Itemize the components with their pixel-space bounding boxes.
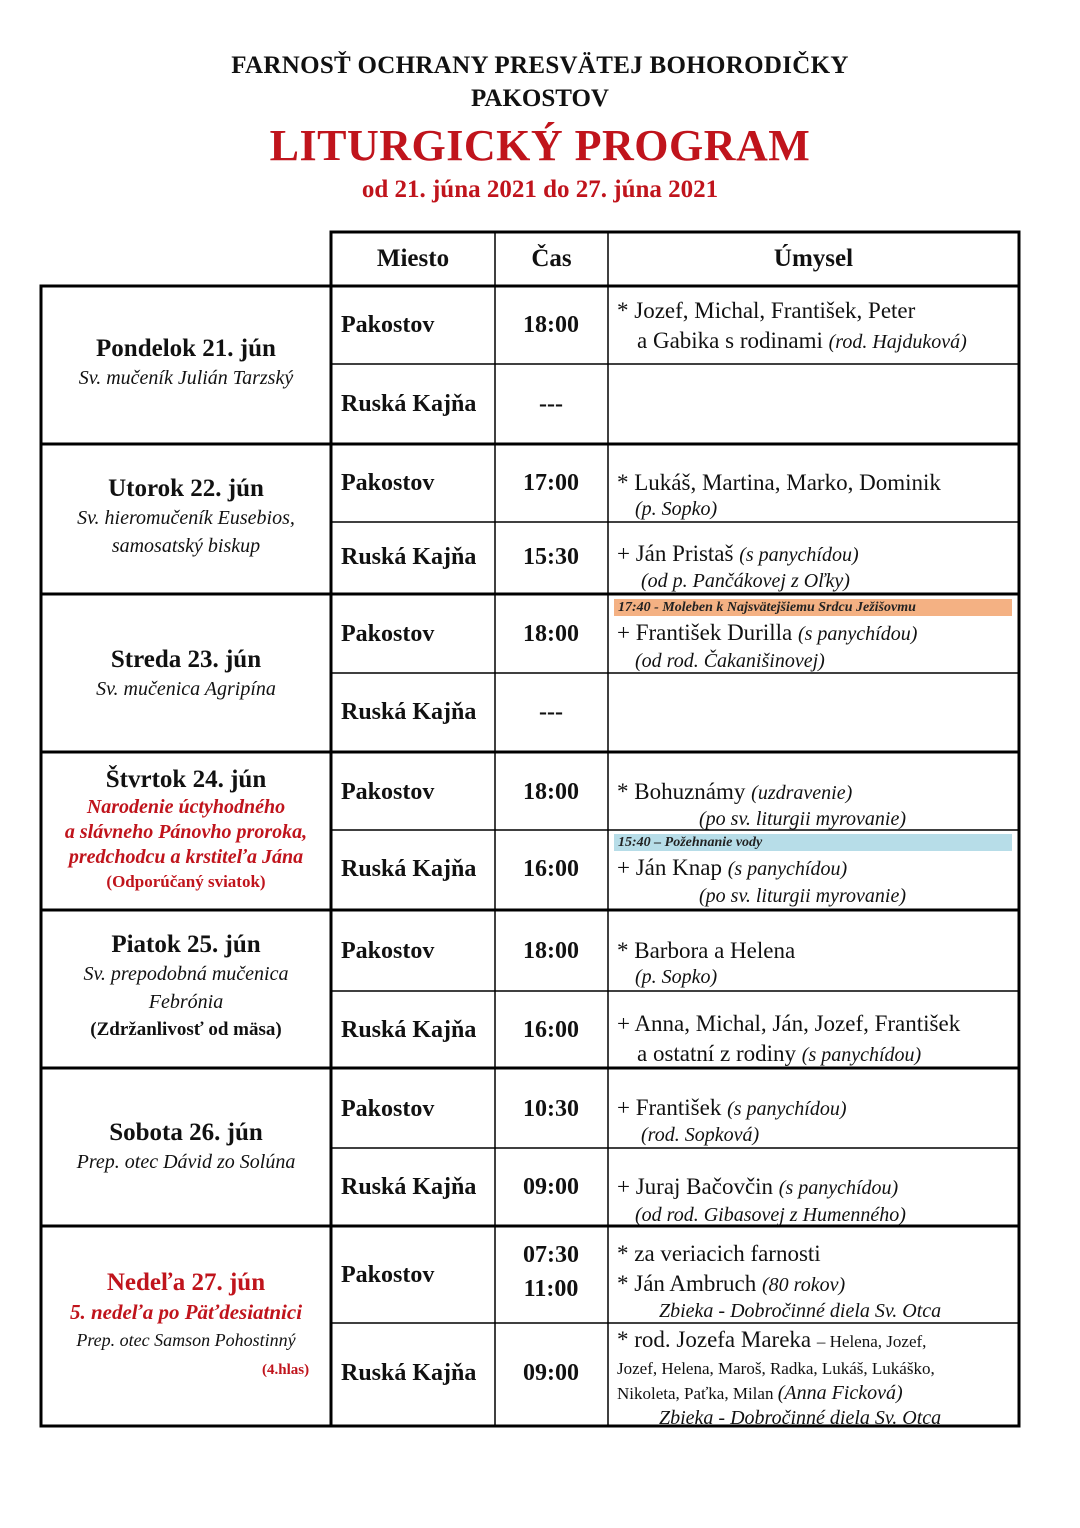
intention-note: (s panychídou) <box>727 1098 847 1120</box>
intention-line: Jozef, Helena, Maroš, Radka, Lukáš, Lukáško, <box>617 1359 935 1378</box>
intention-text: a ostatní z rodiny <box>637 1041 802 1066</box>
intention-note: (s panychídou) <box>801 1044 922 1066</box>
time: 16:00 <box>523 1017 579 1043</box>
intention-text: + Ján Pristaš <box>617 541 740 566</box>
column-header-time: Čas <box>531 245 572 272</box>
intention <box>617 777 906 830</box>
intention-line: * Lukáš, Martina, Marko, Dominik <box>617 470 941 495</box>
day-name: Štvrtok 24. jún <box>105 766 267 793</box>
place-pakostov: Pakostov <box>341 312 435 338</box>
place-ruska-kajna: Ruská Kajňa <box>341 699 477 725</box>
fast-note: (Zdržanlivosť od mäsa) <box>90 1019 282 1040</box>
place-pakostov: Pakostov <box>341 470 435 496</box>
sunday-name: 5. nedeľa po Päťdesiatnici <box>69 1300 303 1324</box>
intention-line: + Anna, Michal, Ján, Jozef, František <box>617 1011 961 1036</box>
intention-line: * Jozef, Michal, František, Peter <box>617 298 916 323</box>
day-name: Pondelok 21. jún <box>96 335 276 362</box>
blessing-note: 15:40 – Požehnanie vody <box>614 834 1012 851</box>
intention-text: * Ján Ambruch <box>617 1271 763 1296</box>
date-range: od 21. júna 2021 do 27. júna 2021 <box>361 176 719 203</box>
day-saint: Prep. otec Dávid zo Solúna <box>76 1151 296 1173</box>
intention-note: (s panychídou) <box>797 623 918 645</box>
intention-note: (rod. Sopková) <box>641 1124 760 1146</box>
column-header-place: Miesto <box>376 245 450 272</box>
intention-note: (p. Sopko) <box>635 498 718 520</box>
feast-line: predchodcu a krstiteľa Jána <box>68 846 304 868</box>
time: 09:00 <box>523 1360 579 1386</box>
feast-rank: (Odporúčaný sviatok) <box>106 872 266 891</box>
day-saturday <box>42 1118 330 1176</box>
village-name: PAKOSTOV <box>471 85 609 112</box>
intention-text: + Juraj Bačovčin <box>617 1174 779 1199</box>
tone: (4.hlas) <box>262 1362 310 1378</box>
intention-note: (80 rokov) <box>762 1274 846 1296</box>
place-ruska-kajna: Ruská Kajňa <box>341 1360 477 1386</box>
time: --- <box>539 699 563 725</box>
intention <box>617 1009 960 1070</box>
intention-note: (uzdravenie) <box>751 782 853 804</box>
intention-line <box>617 853 906 884</box>
intention-text: * Bohuznámy <box>617 779 752 804</box>
place-ruska-kajna: Ruská Kajňa <box>341 1017 477 1043</box>
intention-text: + František Durilla <box>617 620 798 645</box>
intention <box>617 296 967 357</box>
intention-note: (od rod. Čakanišinovej) <box>635 650 825 672</box>
time: 17:00 <box>523 470 579 496</box>
day-thursday <box>42 765 330 894</box>
intention-note: (od rod. Gibasovej z Humenného) <box>635 1204 906 1226</box>
time: 18:00 <box>523 621 579 647</box>
intention-line <box>617 1039 960 1070</box>
day-sunday <box>42 1268 330 1354</box>
day-tuesday <box>42 474 330 560</box>
day-saint: Sv. prepodobná mučenica <box>83 963 289 985</box>
place-pakostov: Pakostov <box>341 938 435 964</box>
time: 16:00 <box>523 856 579 882</box>
parish-name: FARNOSŤ OCHRANY PRESVÄTEJ BOHORODIČKY <box>231 52 849 79</box>
day-name: Nedeľa 27. jún <box>106 1269 266 1296</box>
intention-line: * za veriacich farnosti <box>617 1241 821 1266</box>
intention <box>617 936 795 988</box>
place-pakostov: Pakostov <box>341 1262 435 1288</box>
time: 18:00 <box>523 938 579 964</box>
day-saint: Sv. mučeník Julián Tarzský <box>78 367 294 389</box>
intention <box>617 1239 941 1322</box>
intention-line <box>617 1172 906 1203</box>
intention-note: (po sv. liturgii myrovanie) <box>699 885 906 907</box>
day-name: Sobota 26. jún <box>109 1119 263 1146</box>
day-saint: Prep. otec Samson Pohostinný <box>76 1330 296 1350</box>
place-pakostov: Pakostov <box>341 779 435 805</box>
intention <box>617 468 941 520</box>
time: 18:00 <box>523 779 579 805</box>
intention-line <box>617 1269 941 1300</box>
intention-note: – Helena, Jozef, <box>816 1332 927 1351</box>
intention-note: (Anna Ficková) <box>777 1382 903 1404</box>
intention <box>617 1093 847 1146</box>
intention-text: Nikoleta, Paťka, Milan <box>617 1384 778 1403</box>
moleben-note: 17:40 - Moleben k Najsvätejšiemu Srdcu Ježišovmu <box>614 599 1012 616</box>
intention <box>617 618 917 673</box>
time: 18:00 <box>523 312 579 338</box>
intention-note: (s panychídou) <box>739 544 859 566</box>
place-ruska-kajna: Ruská Kajňa <box>341 544 477 570</box>
place-ruska-kajna: Ruská Kajňa <box>341 1174 477 1200</box>
day-name: Utorok 22. jún <box>108 475 264 502</box>
place-pakostov: Pakostov <box>341 1096 435 1122</box>
intention-line <box>617 618 917 649</box>
feast-line: Narodenie úctyhodného <box>86 796 286 818</box>
day-friday <box>42 930 330 1044</box>
intention <box>617 1172 906 1227</box>
day-saint: samosatský biskup <box>111 535 261 557</box>
intention-note: (s panychídou) <box>778 1177 899 1199</box>
intention-text: + František <box>617 1095 728 1120</box>
day-saint: Sv. hieromučeník Eusebios, <box>77 507 295 529</box>
day-saint: Sv. mučenica Agripína <box>96 678 276 700</box>
feast-line: a slávneho Pánovho proroka, <box>64 821 308 843</box>
day-name: Piatok 25. jún <box>111 931 261 958</box>
intention-line <box>617 1325 941 1357</box>
time: 07:30 <box>523 1242 579 1268</box>
intention-text: a Gabika s rodinami <box>637 328 829 353</box>
place-pakostov: Pakostov <box>341 621 435 647</box>
intention-note: (od p. Pančákovej z Oľky) <box>641 570 850 592</box>
day-name: Streda 23. jún <box>110 646 262 673</box>
column-header-intention: Úmysel <box>773 245 854 272</box>
intention-line <box>617 1381 941 1406</box>
intention-line <box>617 777 906 808</box>
day-saint: Febrónia <box>148 991 224 1013</box>
time: 11:00 <box>523 1276 579 1302</box>
intention-line: * Barbora a Helena <box>617 938 796 963</box>
intention-note: Zbieka - Dobročinné diela Sv. Otca <box>659 1407 942 1429</box>
intention <box>617 539 859 592</box>
page-title: LITURGICKÝ PROGRAM <box>269 121 811 170</box>
time: 10:30 <box>523 1096 579 1122</box>
time: 09:00 <box>523 1174 579 1200</box>
intention <box>617 853 906 908</box>
place-ruska-kajna: Ruská Kajňa <box>341 856 477 882</box>
day-monday <box>42 334 330 392</box>
intention-note: (s panychídou) <box>727 858 848 880</box>
intention-text: * rod. Jozefa Mareka <box>617 1327 817 1352</box>
intention-note: (po sv. liturgii myrovanie) <box>699 808 906 830</box>
intention-text: + Ján Knap <box>617 855 728 880</box>
intention-note: (rod. Hajduková) <box>828 331 967 353</box>
intention-line <box>617 1093 847 1124</box>
intention-note: (p. Sopko) <box>635 966 718 988</box>
day-wednesday <box>42 645 330 703</box>
intention <box>617 1325 941 1430</box>
intention-line <box>617 539 859 570</box>
place-ruska-kajna: Ruská Kajňa <box>341 391 477 417</box>
intention-note: Zbieka - Dobročinné diela Sv. Otca <box>659 1300 942 1322</box>
intention-line <box>617 326 967 357</box>
time: --- <box>539 391 563 417</box>
time: 15:30 <box>523 544 579 570</box>
